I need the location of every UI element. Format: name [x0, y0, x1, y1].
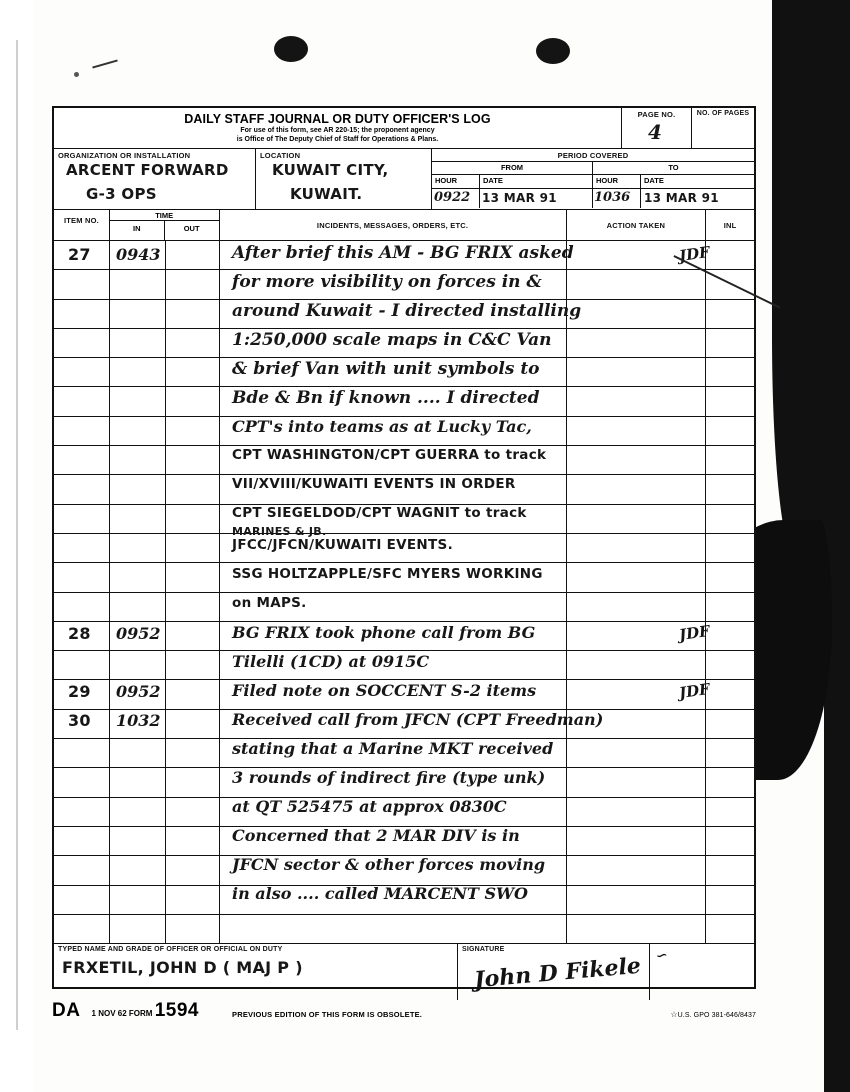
to-date-label: DATE: [644, 176, 664, 185]
gpo-code-text: U.S. GPO 381-646/8437: [677, 1012, 756, 1019]
col-header-action-taken-label: ACTION TAKEN: [606, 221, 666, 230]
entry-line: CPT's into teams as at Lucky Tac,: [232, 417, 532, 436]
form-title-block: [54, 108, 622, 148]
hole-punch-right: [536, 38, 570, 64]
from-date-label: DATE: [480, 175, 593, 188]
no-of-pages-cell: [692, 108, 754, 148]
gpo-code: ☆U.S. GPO 381-646/8437: [670, 1010, 756, 1019]
entry-line: SSG HOLTZAPPLE/SFC MYERS WORKING: [232, 566, 543, 582]
entry-line: After brief this AM - BG FRIX asked: [232, 243, 574, 263]
entry-line: BG FRIX took phone call from BG: [232, 623, 536, 642]
table-row[interactable]: [54, 915, 754, 944]
signature-block: [54, 943, 754, 1000]
stray-pen-mark: [92, 59, 118, 68]
col-header-action-taken: [567, 210, 707, 240]
da-label: DA: [52, 1000, 80, 1021]
from-date-value: 13 MAR 91: [482, 191, 557, 205]
location-value-line2: KUWAIT.: [290, 185, 363, 203]
from-hour-label: HOUR: [432, 175, 480, 188]
stray-speck: [74, 72, 79, 77]
entry-item-no: 30: [68, 711, 91, 730]
entry-line: Filed note on SOCCENT S-2 items: [232, 681, 537, 700]
col-header-in: IN: [110, 221, 165, 240]
organization-value-line2: G-3 OPS: [86, 185, 157, 203]
form-footer: [52, 994, 756, 1034]
to-date-value: 13 MAR 91: [644, 191, 719, 205]
from-hour-value: 0922: [434, 190, 471, 205]
location-label: LOCATION: [260, 151, 301, 160]
form-title: DAILY STAFF JOURNAL OR DUTY OFFICER'S LOG: [184, 112, 491, 126]
hole-punch-left: [274, 36, 308, 62]
entry-item-no: 29: [68, 682, 91, 701]
organization-label: ORGANIZATION OR INSTALLATION: [58, 151, 191, 160]
to-hour-value: 1036: [594, 190, 631, 205]
entry-line: JFCC/JFCN/KUWAITI EVENTS.: [232, 537, 453, 553]
entry-line: JFCN sector & other forces moving: [232, 855, 546, 874]
to-hour-label: HOUR: [593, 175, 641, 188]
page-no-value: 4: [648, 120, 662, 144]
col-header-time: [110, 210, 220, 240]
location-value-line1: KUWAIT CITY,: [272, 161, 389, 179]
entry-line: at QT 525475 at approx 0830C: [232, 797, 507, 816]
to-hour-cell: [593, 189, 641, 208]
organization-value-line1: ARCENT FORWARD: [66, 161, 229, 179]
typed-name-label: TYPED NAME AND GRADE OF OFFICER OR OFFICIAL ON DUTY: [58, 946, 283, 953]
to-date-cell: [641, 189, 754, 208]
entry-line: Bde & Bn if known .... I directed: [232, 388, 540, 408]
entry-line: 3 rounds of indirect fire (type unk): [232, 768, 546, 787]
period-covered-cell: [432, 149, 754, 209]
location-cell: [256, 149, 432, 209]
entry-item-no: 27: [68, 245, 91, 264]
entry-initials: JDF: [677, 621, 711, 645]
entry-line: stating that a Marine MKT received: [232, 739, 554, 758]
col-header-out: OUT: [183, 224, 200, 233]
from-hour-cell: [432, 189, 480, 208]
entry-line: in also .... called MARCENT SWO: [232, 884, 528, 903]
period-covered-label: PERIOD COVERED: [432, 149, 754, 162]
typed-name-cell[interactable]: [54, 944, 458, 1000]
signature-value: John D Fikele: [473, 952, 642, 994]
entry-line: Received call from JFCN (CPT Freedman): [232, 710, 604, 729]
entry-time-in: 0952: [116, 682, 161, 701]
entry-initials: JDF: [677, 242, 711, 266]
da-form-1594: [52, 106, 756, 994]
entry-line: Concerned that 2 MAR DIV is in: [232, 826, 520, 845]
organization-cell: [54, 149, 256, 209]
entry-line: Tilelli (1CD) at 0915C: [232, 652, 430, 671]
entry-line: CPT WASHINGTON/CPT GUERRA to track: [232, 447, 547, 463]
entry-time-in: 0943: [116, 245, 161, 264]
org-location-period-row: [54, 149, 754, 210]
no-of-pages-label: NO. OF PAGES: [696, 110, 750, 117]
entry-item-no: 28: [68, 624, 91, 643]
scan-shadow-right: [772, 0, 832, 560]
entry-time-in: 1032: [116, 711, 161, 730]
previous-edition-note: PREVIOUS EDITION OF THIS FORM IS OBSOLETE.: [232, 1010, 423, 1019]
from-label: FROM: [432, 162, 593, 174]
col-header-inl-label: INL: [723, 221, 737, 230]
entry-initials: JDF: [677, 679, 711, 703]
col-header-time-label: TIME: [110, 210, 219, 221]
table-header-row: [54, 210, 754, 241]
entry-time-in: 0952: [116, 624, 161, 643]
form-header-row: [54, 108, 754, 149]
signature-label: SIGNATURE: [462, 946, 505, 953]
entry-line: MARINES & JB.: [232, 525, 327, 538]
form-label-line1: FORM: [128, 1009, 153, 1018]
entry-line: for more visibility on forces in &: [232, 272, 542, 292]
signature-cell[interactable]: [458, 944, 650, 1000]
col-header-item-no-label: ITEM NO.: [63, 216, 99, 225]
entry-line: VII/XVIII/KUWAITI EVENTS IN ORDER: [232, 476, 516, 492]
form-number: 1594: [154, 1000, 199, 1021]
entry-line: & brief Van with unit symbols to: [232, 359, 540, 379]
col-header-inl: [706, 210, 754, 240]
signature-initials-cell[interactable]: ∽: [654, 946, 670, 966]
form-subtitle-line1: For use of this form, see AR 220-15; the proponent agency: [240, 127, 435, 134]
entry-line: CPT SIEGELDOD/CPT WAGNIT to track: [232, 505, 527, 521]
page-no-label: PAGE NO.: [637, 110, 676, 119]
entry-line: 1:250,000 scale maps in C&C Van: [232, 330, 552, 350]
form-subtitle-line2: is Office of The Deputy Chief of Staff for Operations & Plans.: [236, 135, 439, 143]
table-row[interactable]: [54, 593, 754, 622]
to-label: TO: [668, 163, 679, 172]
entry-line: around Kuwait - I directed installing: [232, 301, 582, 321]
da-form-identifier: [52, 1000, 199, 1022]
log-entries-grid: [54, 241, 754, 943]
page-no-cell: [622, 108, 692, 148]
from-date-cell: [480, 189, 593, 208]
page-left-edge: [0, 0, 34, 1092]
col-header-item-no: [54, 210, 110, 240]
col-header-incidents-label: INCIDENTS, MESSAGES, ORDERS, ETC.: [316, 221, 469, 230]
typed-name-value: FRXETIL, JOHN D ( MAJ P ): [62, 958, 303, 977]
entry-line: on MAPS.: [232, 595, 307, 611]
col-header-incidents: [220, 210, 567, 240]
form-label-line2: 1 NOV 62: [91, 1009, 127, 1018]
